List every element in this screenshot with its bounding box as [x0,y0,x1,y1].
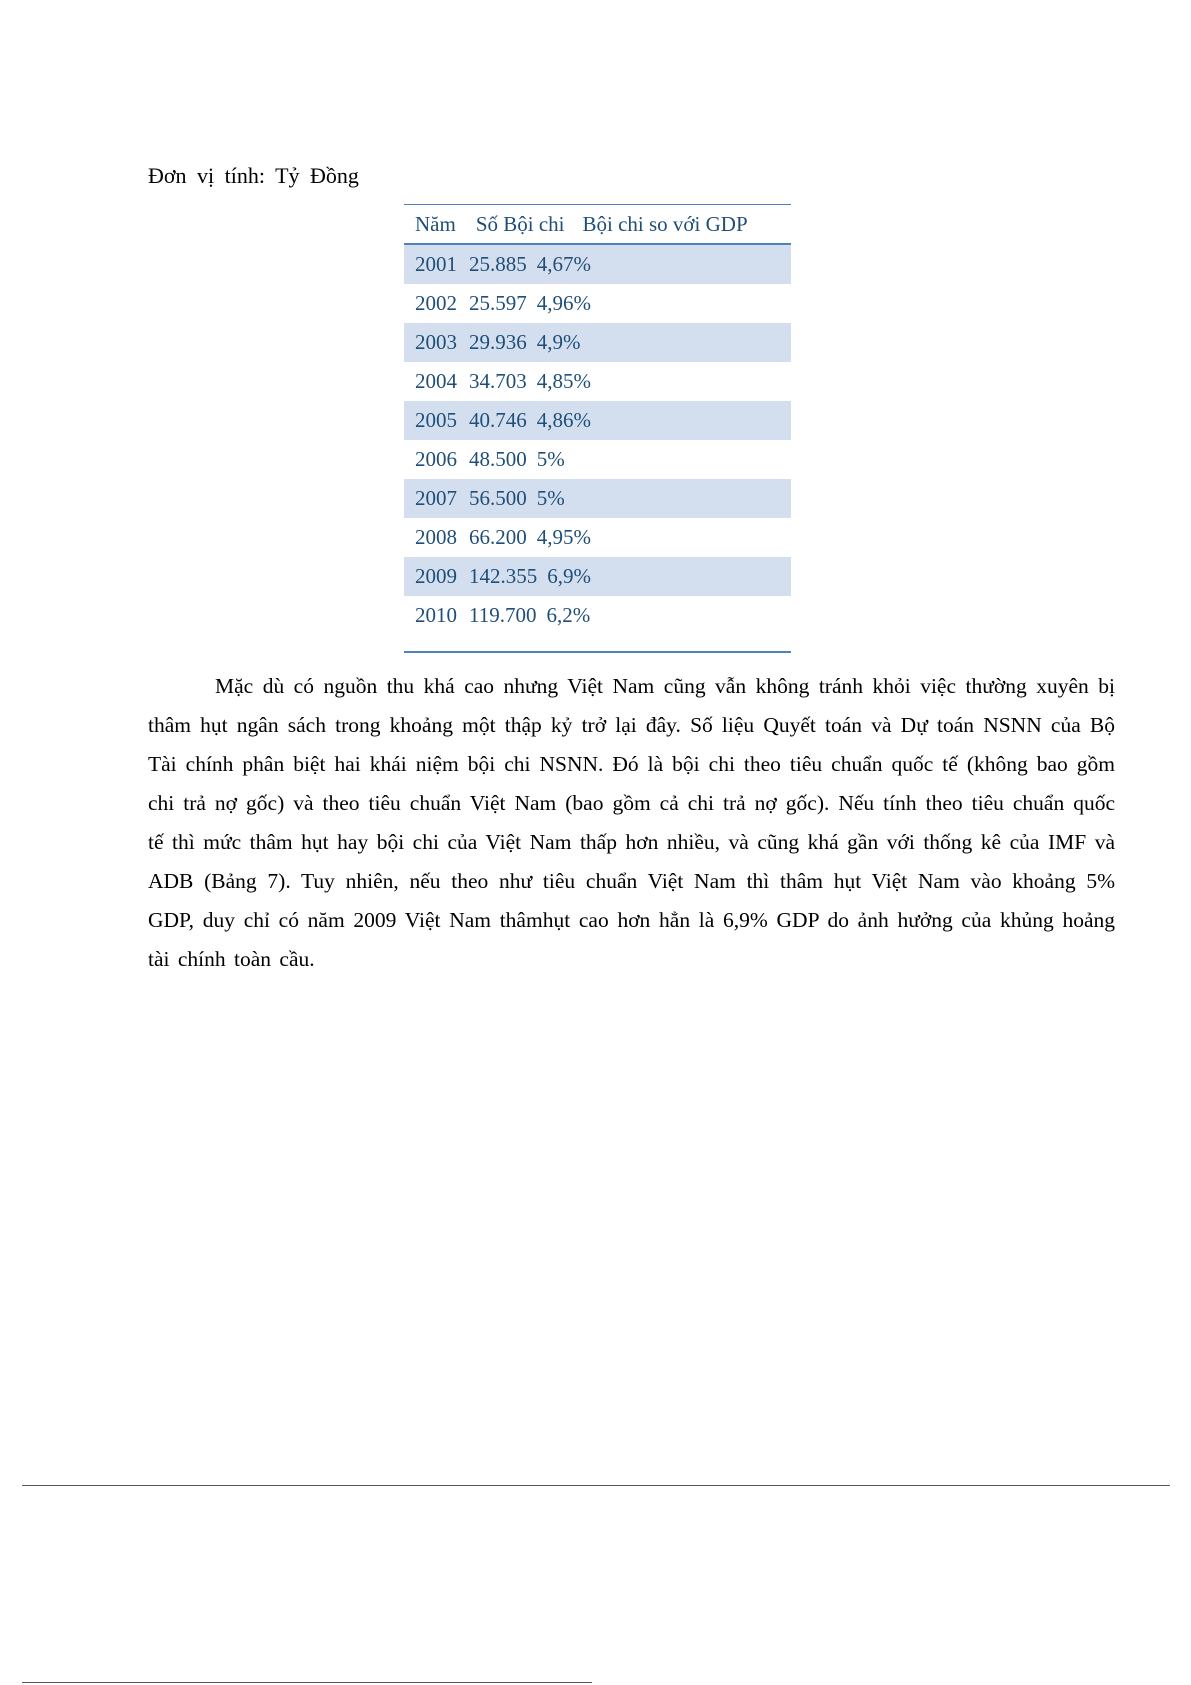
cell-ratio: 4,96% [536,291,591,315]
cell-ratio: 5% [536,486,565,510]
cell-year: 2002 [415,291,457,315]
table-row [404,557,791,596]
table-row [404,284,791,323]
table-row [404,401,791,440]
cell-amount: 25.885 [469,252,527,276]
cell-year: 2008 [415,525,457,549]
deficit-table [404,204,791,653]
table-row [404,518,791,557]
header-amount: Số Bội chi [475,211,565,236]
cell-year: 2005 [415,408,457,432]
table-bottom-rule [404,651,791,653]
table-body [404,245,791,635]
cell-ratio: 4,9% [536,330,581,354]
cell-amount: 34.703 [469,369,527,393]
cell-amount: 48.500 [469,447,527,471]
cell-ratio: 6,9% [547,564,591,588]
table-header [404,205,791,245]
footnote-rule [22,1682,592,1683]
cell-ratio: 5% [536,447,565,471]
cell-amount: 66.200 [469,525,527,549]
table-row [404,479,791,518]
body-paragraph: Mặc dù có nguồn thu khá cao nhưng Việt Nam cũng vẫn không tránh khỏi việc thường xuyên bị thâm hụt ngân sách trong khoảng một thập kỷ trở lại đây. Số liệu Quyết toán và Dự toán NSNN của Bộ Tài chính phân biệt hai khái niệm bội chi NSNN. Đó là bội chi theo tiêu chuẩn quốc tế (không bao gồm chi trả nợ gốc) và theo tiêu chuẩn Việt Nam (bao gồm cả chi trả nợ gốc). Nếu tính theo tiêu chuẩn quốc tế thì mức thâm hụt hay bội chi của Việt Nam thấp hơn nhiều, và cũng khá gần với thống kê của IMF và ADB (Bảng 7). Tuy nhiên, nếu theo như tiêu chuẩn Việt Nam thì thâm hụt Việt Nam vào khoảng 5% GDP, duy chỉ có năm 2009 Việt Nam thâmhụt cao hơn hẳn là 6,9% GDP do ảnh hưởng của khủng hoảng tài chính toàn cầu. [148,674,1115,971]
cell-ratio: 6,2% [546,603,591,627]
unit-label: Đơn vị tính: Tỷ Đồng [148,163,359,188]
cell-year: 2009 [415,564,457,588]
table-row [404,323,791,362]
table-row [404,362,791,401]
cell-year: 2010 [415,603,457,627]
cell-amount: 29.936 [469,330,527,354]
cell-amount: 56.500 [469,486,527,510]
footer-rule [22,1485,1170,1486]
table-row [404,440,791,479]
cell-year: 2006 [415,447,457,471]
cell-amount: 25.597 [469,291,527,315]
table-row [404,596,791,635]
header-year: Năm [415,211,456,236]
cell-year: 2003 [415,330,457,354]
cell-year: 2001 [415,252,457,276]
cell-ratio: 4,95% [536,525,591,549]
cell-ratio: 4,85% [536,369,591,393]
header-ratio: Bội chi so với GDP [582,211,748,236]
cell-amount: 142.355 [469,564,538,588]
cell-ratio: 4,67% [536,252,591,276]
cell-amount: 40.746 [469,408,527,432]
cell-ratio: 4,86% [536,408,591,432]
cell-year: 2007 [415,486,457,510]
table-row [404,245,791,284]
cell-year: 2004 [415,369,457,393]
cell-amount: 119.700 [469,603,537,627]
